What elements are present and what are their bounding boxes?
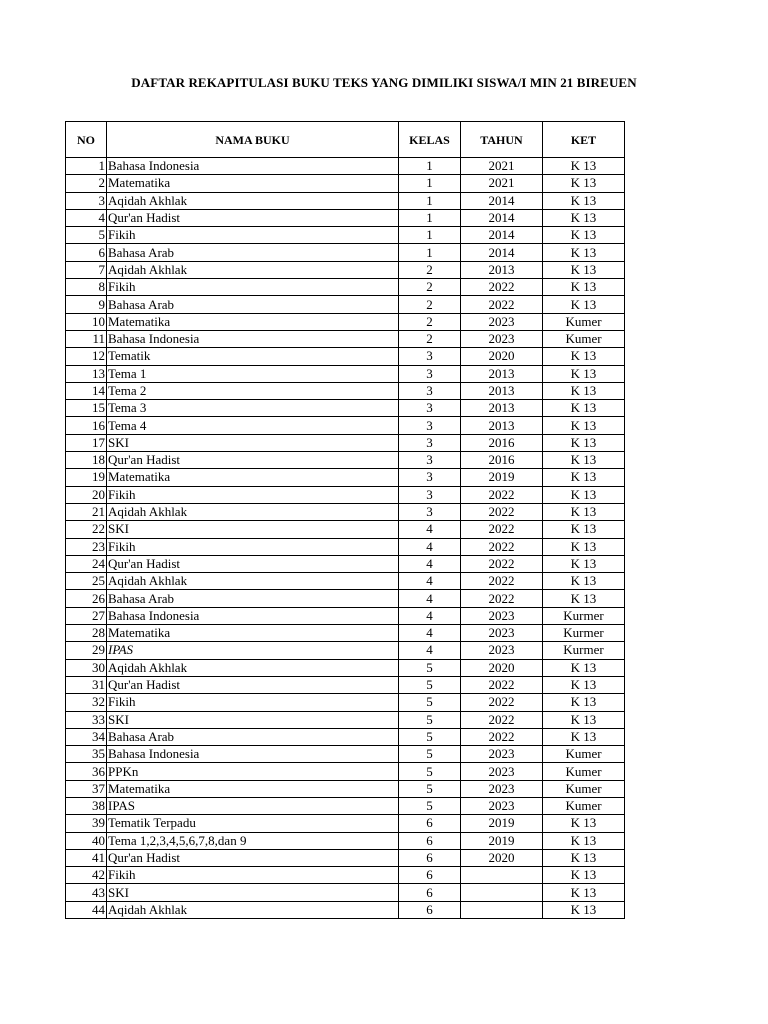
cell-kelas: 4: [399, 625, 461, 642]
table-row: [66, 382, 625, 399]
cell-ket: Kumer: [543, 746, 625, 763]
cell-kelas: 4: [399, 521, 461, 538]
cell-kelas: 4: [399, 590, 461, 607]
cell-kelas: 3: [399, 503, 461, 520]
cell-nama-buku: Aqidah Akhlak: [107, 261, 399, 278]
cell-no: 44: [66, 901, 107, 918]
cell-ket: K 13: [543, 469, 625, 486]
cell-no: 24: [66, 555, 107, 572]
table-row: [66, 780, 625, 797]
cell-ket: K 13: [543, 521, 625, 538]
table-row: [66, 590, 625, 607]
cell-tahun: 2022: [461, 503, 543, 520]
table-row: [66, 227, 625, 244]
cell-ket: K 13: [543, 227, 625, 244]
cell-ket: K 13: [543, 711, 625, 728]
cell-tahun: 2014: [461, 227, 543, 244]
cell-kelas: 6: [399, 815, 461, 832]
cell-ket: K 13: [543, 659, 625, 676]
table-row: [66, 728, 625, 745]
cell-tahun: 2022: [461, 590, 543, 607]
cell-no: 4: [66, 209, 107, 226]
cell-nama-buku: Aqidah Akhlak: [107, 573, 399, 590]
table-row: [66, 625, 625, 642]
table-row: [66, 867, 625, 884]
cell-no: 29: [66, 642, 107, 659]
cell-nama-buku: IPAS: [107, 642, 399, 659]
table-row: [66, 175, 625, 192]
table-row: [66, 486, 625, 503]
cell-no: 12: [66, 348, 107, 365]
header-nama-buku: NAMA BUKU: [107, 122, 399, 158]
cell-nama-buku: Qur'an Hadist: [107, 555, 399, 572]
table-header-row: [66, 122, 625, 158]
cell-kelas: 3: [399, 469, 461, 486]
cell-no: 13: [66, 365, 107, 382]
cell-tahun: 2014: [461, 244, 543, 261]
table-row: [66, 192, 625, 209]
cell-nama-buku: Fikih: [107, 867, 399, 884]
cell-ket: K 13: [543, 209, 625, 226]
cell-kelas: 5: [399, 659, 461, 676]
table-row: [66, 555, 625, 572]
table-row: [66, 746, 625, 763]
cell-no: 30: [66, 659, 107, 676]
cell-tahun: 2022: [461, 711, 543, 728]
cell-nama-buku: SKI: [107, 711, 399, 728]
cell-kelas: 3: [399, 348, 461, 365]
cell-kelas: 1: [399, 244, 461, 261]
cell-nama-buku: Matematika: [107, 625, 399, 642]
cell-ket: K 13: [543, 815, 625, 832]
cell-tahun: 2013: [461, 400, 543, 417]
cell-ket: K 13: [543, 261, 625, 278]
cell-ket: K 13: [543, 279, 625, 296]
cell-nama-buku: PPKn: [107, 763, 399, 780]
cell-tahun: 2013: [461, 417, 543, 434]
cell-nama-buku: Tema 4: [107, 417, 399, 434]
cell-tahun: 2019: [461, 815, 543, 832]
cell-kelas: 4: [399, 607, 461, 624]
cell-no: 2: [66, 175, 107, 192]
cell-tahun: 2019: [461, 469, 543, 486]
cell-nama-buku: IPAS: [107, 797, 399, 814]
cell-kelas: 6: [399, 884, 461, 901]
table-row: [66, 296, 625, 313]
cell-kelas: 5: [399, 763, 461, 780]
cell-tahun: 2013: [461, 261, 543, 278]
cell-ket: K 13: [543, 158, 625, 175]
table-row: [66, 797, 625, 814]
cell-tahun: 2023: [461, 780, 543, 797]
cell-nama-buku: Tematik: [107, 348, 399, 365]
cell-kelas: 3: [399, 400, 461, 417]
cell-no: 5: [66, 227, 107, 244]
cell-no: 8: [66, 279, 107, 296]
cell-ket: K 13: [543, 884, 625, 901]
cell-ket: Kurmer: [543, 642, 625, 659]
cell-kelas: 6: [399, 849, 461, 866]
table-row: [66, 815, 625, 832]
cell-tahun: 2023: [461, 642, 543, 659]
cell-no: 28: [66, 625, 107, 642]
cell-nama-buku: Tema 2: [107, 382, 399, 399]
cell-kelas: 3: [399, 382, 461, 399]
cell-tahun: 2023: [461, 607, 543, 624]
cell-tahun: 2022: [461, 521, 543, 538]
cell-kelas: 5: [399, 746, 461, 763]
cell-ket: K 13: [543, 849, 625, 866]
cell-no: 19: [66, 469, 107, 486]
cell-no: 37: [66, 780, 107, 797]
cell-tahun: 2022: [461, 538, 543, 555]
cell-nama-buku: Bahasa Arab: [107, 728, 399, 745]
cell-tahun: [461, 901, 543, 918]
cell-no: 10: [66, 313, 107, 330]
cell-kelas: 4: [399, 642, 461, 659]
cell-no: 35: [66, 746, 107, 763]
cell-tahun: 2014: [461, 192, 543, 209]
table-row: [66, 538, 625, 555]
cell-nama-buku: Bahasa Indonesia: [107, 746, 399, 763]
cell-nama-buku: Bahasa Indonesia: [107, 607, 399, 624]
cell-tahun: 2023: [461, 313, 543, 330]
cell-kelas: 5: [399, 728, 461, 745]
cell-ket: K 13: [543, 590, 625, 607]
cell-nama-buku: Bahasa Arab: [107, 244, 399, 261]
cell-ket: K 13: [543, 867, 625, 884]
cell-ket: K 13: [543, 832, 625, 849]
table-row: [66, 642, 625, 659]
table-row: [66, 313, 625, 330]
table-row: [66, 209, 625, 226]
cell-tahun: 2022: [461, 728, 543, 745]
cell-no: 16: [66, 417, 107, 434]
cell-nama-buku: Bahasa Arab: [107, 296, 399, 313]
cell-no: 40: [66, 832, 107, 849]
cell-no: 21: [66, 503, 107, 520]
cell-kelas: 6: [399, 901, 461, 918]
table-row: [66, 400, 625, 417]
cell-tahun: 2023: [461, 797, 543, 814]
cell-ket: K 13: [543, 694, 625, 711]
cell-ket: K 13: [543, 486, 625, 503]
cell-nama-buku: Fikih: [107, 486, 399, 503]
table-row: [66, 365, 625, 382]
cell-tahun: 2022: [461, 573, 543, 590]
cell-nama-buku: SKI: [107, 884, 399, 901]
cell-ket: K 13: [543, 901, 625, 918]
cell-nama-buku: SKI: [107, 521, 399, 538]
cell-no: 31: [66, 676, 107, 693]
table-row: [66, 503, 625, 520]
cell-ket: K 13: [543, 348, 625, 365]
cell-no: 39: [66, 815, 107, 832]
cell-no: 27: [66, 607, 107, 624]
cell-ket: K 13: [543, 400, 625, 417]
cell-tahun: 2022: [461, 676, 543, 693]
table-row: [66, 901, 625, 918]
cell-ket: K 13: [543, 365, 625, 382]
cell-tahun: 2016: [461, 452, 543, 469]
table-row: [66, 279, 625, 296]
cell-ket: Kurmer: [543, 625, 625, 642]
cell-nama-buku: SKI: [107, 434, 399, 451]
cell-tahun: 2022: [461, 296, 543, 313]
cell-ket: K 13: [543, 452, 625, 469]
table-row: [66, 694, 625, 711]
table-row: [66, 884, 625, 901]
table-row: [66, 676, 625, 693]
cell-tahun: 2020: [461, 659, 543, 676]
cell-no: 14: [66, 382, 107, 399]
cell-ket: K 13: [543, 296, 625, 313]
cell-nama-buku: Aqidah Akhlak: [107, 659, 399, 676]
cell-nama-buku: Qur'an Hadist: [107, 676, 399, 693]
table-row: [66, 607, 625, 624]
table-row: [66, 244, 625, 261]
cell-nama-buku: Fikih: [107, 538, 399, 555]
table-row: [66, 348, 625, 365]
cell-kelas: 4: [399, 555, 461, 572]
cell-tahun: 2014: [461, 209, 543, 226]
cell-kelas: 3: [399, 434, 461, 451]
cell-kelas: 3: [399, 452, 461, 469]
cell-kelas: 2: [399, 313, 461, 330]
cell-no: 3: [66, 192, 107, 209]
cell-kelas: 1: [399, 209, 461, 226]
cell-nama-buku: Fikih: [107, 694, 399, 711]
cell-ket: K 13: [543, 676, 625, 693]
cell-no: 20: [66, 486, 107, 503]
cell-tahun: 2021: [461, 175, 543, 192]
table-row: [66, 330, 625, 347]
cell-no: 17: [66, 434, 107, 451]
cell-kelas: 5: [399, 711, 461, 728]
cell-kelas: 1: [399, 158, 461, 175]
cell-tahun: [461, 867, 543, 884]
cell-no: 11: [66, 330, 107, 347]
table-row: [66, 261, 625, 278]
cell-kelas: 3: [399, 486, 461, 503]
table-row: [66, 452, 625, 469]
cell-ket: K 13: [543, 434, 625, 451]
cell-tahun: 2023: [461, 330, 543, 347]
cell-tahun: 2022: [461, 694, 543, 711]
table-body: [66, 158, 625, 919]
cell-nama-buku: Matematika: [107, 313, 399, 330]
cell-nama-buku: Tema 1: [107, 365, 399, 382]
cell-no: 41: [66, 849, 107, 866]
cell-no: 34: [66, 728, 107, 745]
cell-nama-buku: Aqidah Akhlak: [107, 192, 399, 209]
cell-nama-buku: Qur'an Hadist: [107, 849, 399, 866]
cell-no: 42: [66, 867, 107, 884]
cell-nama-buku: Tema 1,2,3,4,5,6,7,8,dan 9: [107, 832, 399, 849]
table-row: [66, 521, 625, 538]
header-ket: KET: [543, 122, 625, 158]
table-row: [66, 711, 625, 728]
cell-no: 36: [66, 763, 107, 780]
cell-kelas: 4: [399, 573, 461, 590]
cell-kelas: 5: [399, 676, 461, 693]
cell-nama-buku: Matematika: [107, 780, 399, 797]
cell-tahun: 2020: [461, 849, 543, 866]
cell-tahun: [461, 884, 543, 901]
cell-no: 38: [66, 797, 107, 814]
cell-ket: Kumer: [543, 313, 625, 330]
cell-no: 18: [66, 452, 107, 469]
table-row: [66, 763, 625, 780]
cell-kelas: 2: [399, 279, 461, 296]
cell-nama-buku: Aqidah Akhlak: [107, 503, 399, 520]
cell-ket: K 13: [543, 573, 625, 590]
cell-ket: K 13: [543, 244, 625, 261]
cell-nama-buku: Bahasa Arab: [107, 590, 399, 607]
cell-nama-buku: Matematika: [107, 175, 399, 192]
cell-tahun: 2022: [461, 486, 543, 503]
cell-ket: K 13: [543, 728, 625, 745]
cell-ket: K 13: [543, 555, 625, 572]
cell-nama-buku: Fikih: [107, 227, 399, 244]
table-row: [66, 573, 625, 590]
cell-kelas: 1: [399, 192, 461, 209]
cell-kelas: 4: [399, 538, 461, 555]
cell-tahun: 2023: [461, 763, 543, 780]
cell-ket: Kumer: [543, 763, 625, 780]
cell-no: 25: [66, 573, 107, 590]
table-row: [66, 469, 625, 486]
cell-no: 7: [66, 261, 107, 278]
cell-no: 1: [66, 158, 107, 175]
cell-ket: K 13: [543, 382, 625, 399]
cell-no: 43: [66, 884, 107, 901]
cell-no: 32: [66, 694, 107, 711]
header-no: NO: [66, 122, 107, 158]
cell-nama-buku: Qur'an Hadist: [107, 209, 399, 226]
cell-tahun: 2019: [461, 832, 543, 849]
cell-ket: K 13: [543, 417, 625, 434]
cell-kelas: 6: [399, 832, 461, 849]
cell-kelas: 3: [399, 417, 461, 434]
cell-tahun: 2013: [461, 382, 543, 399]
cell-nama-buku: Matematika: [107, 469, 399, 486]
cell-no: 9: [66, 296, 107, 313]
cell-tahun: 2020: [461, 348, 543, 365]
cell-ket: K 13: [543, 538, 625, 555]
cell-nama-buku: Tematik Terpadu: [107, 815, 399, 832]
document-title: DAFTAR REKAPITULASI BUKU TEKS YANG DIMILIKI SISWA/I MIN 21 BIREUEN: [131, 75, 637, 90]
cell-nama-buku: Tema 3: [107, 400, 399, 417]
cell-no: 22: [66, 521, 107, 538]
table-row: [66, 832, 625, 849]
cell-nama-buku: Aqidah Akhlak: [107, 901, 399, 918]
cell-ket: Kumer: [543, 780, 625, 797]
cell-ket: Kurmer: [543, 607, 625, 624]
cell-ket: Kumer: [543, 797, 625, 814]
cell-no: 23: [66, 538, 107, 555]
cell-ket: Kumer: [543, 330, 625, 347]
table-row: [66, 434, 625, 451]
cell-no: 33: [66, 711, 107, 728]
cell-tahun: 2023: [461, 746, 543, 763]
cell-kelas: 6: [399, 867, 461, 884]
cell-tahun: 2022: [461, 555, 543, 572]
cell-nama-buku: Bahasa Indonesia: [107, 330, 399, 347]
book-table: [65, 121, 625, 919]
cell-tahun: 2023: [461, 625, 543, 642]
cell-kelas: 1: [399, 175, 461, 192]
table-row: [66, 659, 625, 676]
table-row: [66, 158, 625, 175]
cell-kelas: 2: [399, 261, 461, 278]
cell-ket: K 13: [543, 175, 625, 192]
header-kelas: KELAS: [399, 122, 461, 158]
cell-nama-buku: Fikih: [107, 279, 399, 296]
cell-kelas: 1: [399, 227, 461, 244]
cell-no: 6: [66, 244, 107, 261]
cell-tahun: 2022: [461, 279, 543, 296]
cell-tahun: 2021: [461, 158, 543, 175]
cell-kelas: 5: [399, 694, 461, 711]
cell-no: 15: [66, 400, 107, 417]
cell-no: 26: [66, 590, 107, 607]
cell-ket: K 13: [543, 503, 625, 520]
cell-kelas: 5: [399, 780, 461, 797]
cell-kelas: 2: [399, 296, 461, 313]
header-tahun: TAHUN: [461, 122, 543, 158]
cell-kelas: 3: [399, 365, 461, 382]
cell-nama-buku: Bahasa Indonesia: [107, 158, 399, 175]
cell-tahun: 2013: [461, 365, 543, 382]
table-row: [66, 417, 625, 434]
table-row: [66, 849, 625, 866]
cell-nama-buku: Qur'an Hadist: [107, 452, 399, 469]
cell-tahun: 2016: [461, 434, 543, 451]
cell-kelas: 2: [399, 330, 461, 347]
cell-kelas: 5: [399, 797, 461, 814]
cell-ket: K 13: [543, 192, 625, 209]
